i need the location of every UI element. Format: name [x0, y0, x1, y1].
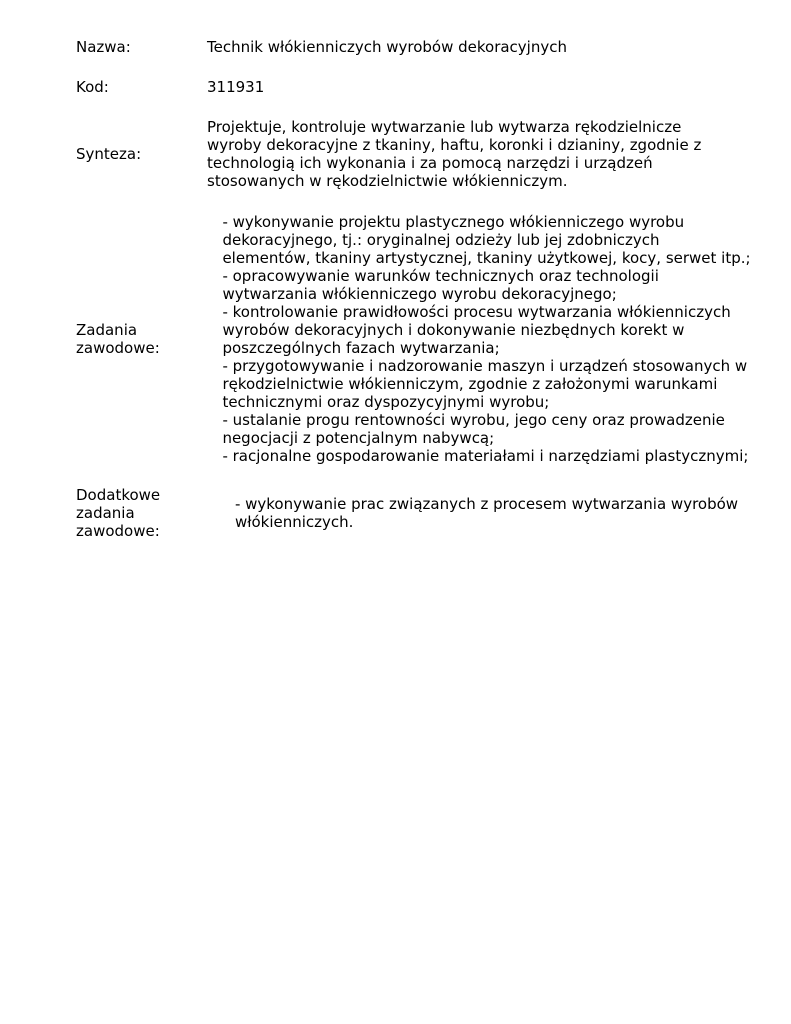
tasks-label: Zadania zawodowe: — [76, 321, 160, 357]
code-row — [76, 78, 766, 96]
additional-tasks-label: Dodatkowe zadania zawodowe: — [76, 486, 161, 540]
tasks-value: - wykonywanie projektu plastycznego włókienniczego wyrobu dekoracyjnego, tj.: oryginalnej odzieży lub jej zdobniczych elementów, tkaniny artystycznej, tkaniny użytkowej, kocy, serwet itp.; - opracowywanie warunków technicznych oraz technologii wytwarzania włókienniczego wyrobu dekoracyjnego; - kontrolowanie prawidłowości procesu wytwarzania włókienniczych wyrobów dekoracyjnych i dokonywanie niezbędnych korekt w poszczególnych fazach wytwarzania; - przygotowywanie i nadzorowanie maszyn i urządzeń stosowanych w rękodzielnictwie włókienniczym, zgodnie z założonymi warunkami technicznymi oraz dyspozycyjnymi wyrobu; - ustalanie progu rentowności wyrobu, jego ceny oraz prowadzenie negocjacji z potencjalnym nabywcą; - racjonalne gospodarowanie materiałami i narzędziami plastycznymi; — [222, 213, 751, 465]
name-value: Technik włókienniczych wyrobów dekoracyjnych — [207, 38, 567, 56]
synthesis-value: Projektuje, kontroluje wytwarzanie lub wytwarza rękodzielnicze wyroby dekoracyjne z tkaniny, haftu, koronki i dzianiny, zgodnie z technologią ich wykonania i za pomocą narzędzi i urządzeń stosowanych w rękodzielnictwie włókienniczym. — [207, 118, 702, 190]
synthesis-row — [76, 118, 766, 190]
code-label: Kod: — [76, 78, 109, 96]
name-label: Nazwa: — [76, 38, 131, 56]
synthesis-label: Synteza: — [76, 145, 142, 163]
name-row — [76, 38, 766, 56]
code-value: 311931 — [207, 78, 265, 96]
tasks-row — [76, 212, 766, 466]
additional-tasks-row — [76, 486, 766, 540]
additional-tasks-value: - wykonywanie prac związanych z procesem wytwarzania wyrobów włókienniczych. — [234, 495, 739, 531]
